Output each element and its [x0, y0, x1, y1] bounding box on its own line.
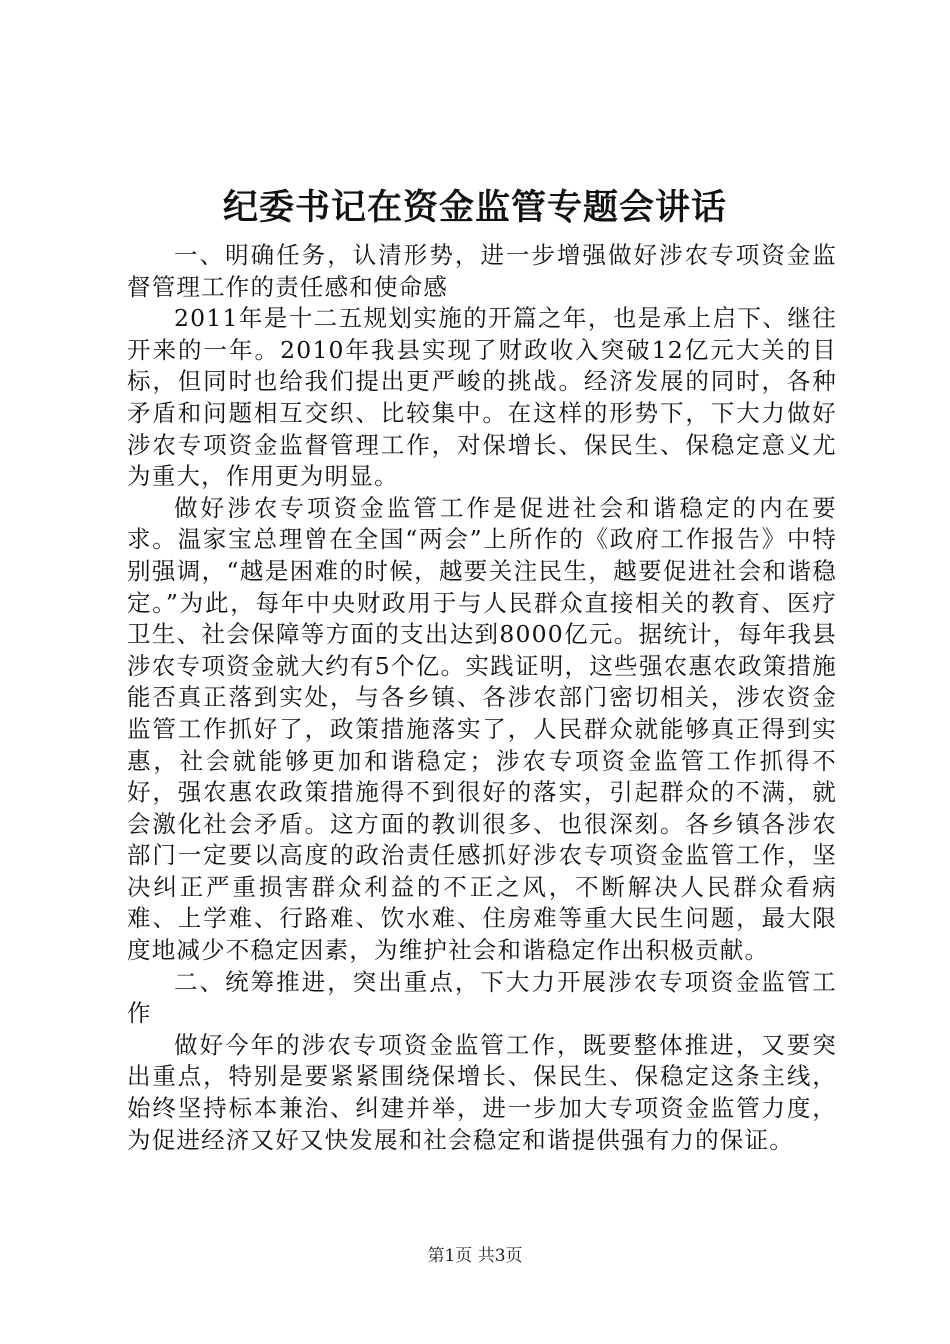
section-heading-2: 二、统筹推进，突出重点，下大力开展涉农专项资金监管工作 [127, 967, 837, 1028]
document-body [127, 240, 837, 1156]
section-heading-1: 一、明确任务，认清形势，进一步增强做好涉农专项资金监督管理工作的责任感和使命感 [127, 241, 837, 301]
page-number-footer: 第1页 共3页 [427, 1246, 523, 1266]
body-paragraph: 做好涉农专项资金监管工作是促进社会和谐稳定的内在要求。温家宝总理曾在全国“两会”上所作的《政府工作报告》中特别强调，“越是困难的时候，越要关注民生，越要促进社会和谐稳定。”为此，每年中央财政用于与人民群众直接相关的教育、医疗卫生、社会保障等方面的支出达到8000亿元。据统计，每年我县涉农专项资金就大约有5个亿。实践证明，这些强农惠农政策措施能否真正落到实处，与各乡镇、各涉农部门密切相关，涉农资金监管工作抓好了，政策措施落实了，人民群众就能够真正得到实惠，社会就能够更加和谐稳定；涉农专项资金监管工作抓得不好，强农惠农政策措施得不到很好的落实，引起群众的不满，就会激化社会矛盾。这方面的教训很多、也很深刻。各乡镇各涉农部门一定要以高度的政治责任感抓好涉农专项资金监管工作，坚决纠正严重损害群众利益的不正之风，不断解决人民群众看病难、上学难、行路难、饮水难、住房难等重大民生问题，最大限度地减少不稳定因素，为维护社会和谐稳定作出积极贡献。 [127, 493, 837, 965]
document-title: 纪委书记在资金监管专题会讲话 [222, 187, 727, 228]
body-paragraph: 做好今年的涉农专项资金监管工作，既要整体推进，又要突出重点，特别是要紧紧围绕保增长、保民生、保稳定这条主线，始终坚持标本兼治、纠建并举，进一步加大专项资金监管力度，为促进经济又好又快发展和社会稳定和谐提供强有力的保证。 [127, 1030, 837, 1154]
body-paragraph: 2011年是十二五规划实施的开篇之年，也是承上启下、继往开来的一年。2010年我县实现了财政收入突破12亿元大关的目标，但同时也给我们提出更严峻的挑战。经济发展的同时，各种矛盾和问题相互交织、比较集中。在这样的形势下，下大力做好涉农专项资金监督管理工作，对保增长、保民生、保稳定意义尤为重大，作用更为明显。 [127, 304, 837, 491]
